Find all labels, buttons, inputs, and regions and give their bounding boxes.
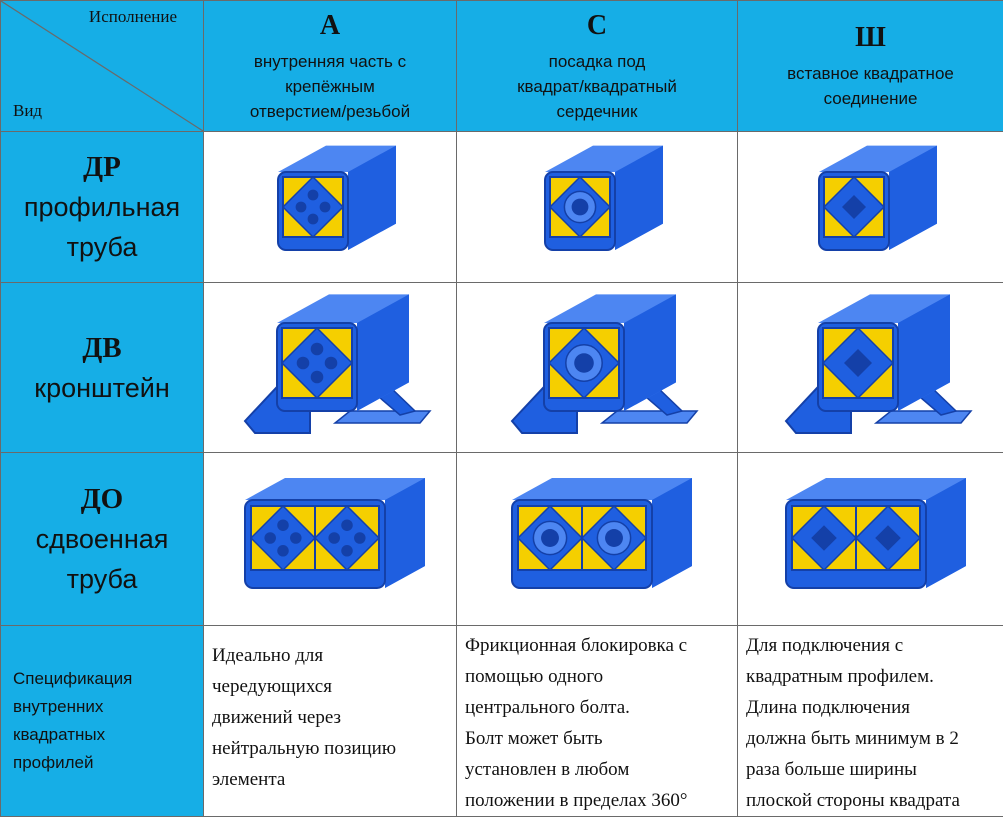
corner-label-view: Вид	[13, 101, 42, 121]
desc-line: отверстием/резьбой	[204, 99, 456, 124]
bolt-hole	[277, 519, 289, 531]
spec-label-line: Спецификация	[13, 665, 203, 693]
spec-line: Для подключения с	[746, 630, 995, 661]
bore-hole	[572, 199, 589, 216]
product-cell	[204, 132, 457, 283]
bolt-hole	[277, 545, 289, 557]
product-cell	[738, 283, 1003, 453]
bore-hole	[541, 529, 559, 547]
product-image	[487, 142, 707, 272]
spec-label-line: внутренних	[13, 693, 203, 721]
row-header-dv	[1, 283, 204, 453]
spec-line: плоской стороны квадрата	[746, 785, 995, 816]
spec-label-line: квадратных	[13, 721, 203, 749]
product-cell	[204, 283, 457, 453]
bolt-hole	[264, 532, 276, 544]
spec-cell-sh	[738, 626, 1003, 817]
spec-label-line: профилей	[13, 749, 203, 777]
bracket-foot	[602, 411, 697, 423]
spec-line: квадратным профилем.	[746, 661, 995, 692]
spec-line: Идеально для	[212, 640, 448, 671]
column-code: Ш	[738, 21, 1003, 55]
bracket-foot	[876, 411, 971, 423]
spec-line: Фрикционная блокировка с	[465, 630, 729, 661]
row-code: ДВ	[1, 328, 203, 368]
column-desc	[457, 49, 737, 124]
bolt-hole	[328, 532, 340, 544]
product-image	[756, 464, 986, 614]
product-cell	[457, 132, 738, 283]
bore-hole	[605, 529, 623, 547]
row-name-line: сдвоенная	[1, 519, 203, 559]
desc-line: вставное квадратное	[738, 61, 1003, 86]
row-code: ДО	[1, 479, 203, 519]
bracket-foot	[335, 411, 430, 423]
product-image	[482, 293, 712, 443]
product-cell	[738, 453, 1003, 626]
product-cell	[738, 132, 1003, 283]
desc-line: внутренняя часть с	[204, 49, 456, 74]
row-name-line: труба	[1, 559, 203, 599]
desc-line: посадка под	[457, 49, 737, 74]
bolt-hole	[290, 532, 302, 544]
product-image	[482, 464, 712, 614]
bolt-hole	[311, 342, 324, 355]
bolt-hole	[308, 190, 319, 201]
row-code: ДР	[1, 147, 203, 187]
row-header-dr	[1, 132, 204, 283]
bolt-hole	[308, 214, 319, 225]
row-name-line: кронштейн	[1, 368, 203, 408]
column-header-a	[204, 1, 457, 132]
spec-line: Болт может быть	[465, 723, 729, 754]
spec-line: элемента	[212, 764, 448, 795]
product-image	[756, 293, 986, 443]
spec-line: чередующихся	[212, 671, 448, 702]
spec-line: Длина подключения	[746, 692, 995, 723]
desc-line: крепёжным	[204, 74, 456, 99]
desc-line: соединение	[738, 86, 1003, 111]
spec-row-header	[1, 626, 204, 817]
product-image	[215, 464, 445, 614]
desc-line: сердечник	[457, 99, 737, 124]
column-code: C	[457, 9, 737, 43]
bolt-hole	[341, 519, 353, 531]
column-desc	[738, 61, 1003, 111]
bolt-hole	[296, 202, 307, 213]
bolt-hole	[341, 545, 353, 557]
desc-line: квадрат/квадратный	[457, 74, 737, 99]
spec-cell-a	[204, 626, 457, 817]
column-desc	[204, 49, 456, 124]
column-header-sh	[738, 1, 1003, 132]
corner-label-execution: Исполнение	[89, 7, 177, 27]
spec-line: положении в пределах 360°	[465, 785, 729, 816]
bolt-hole	[354, 532, 366, 544]
spec-cell-c	[457, 626, 738, 817]
spec-line: центрального болта.	[465, 692, 729, 723]
bolt-hole	[297, 356, 310, 369]
product-cell	[204, 453, 457, 626]
row-header-do	[1, 453, 204, 626]
column-code: A	[204, 9, 456, 43]
corner-header	[1, 1, 204, 132]
spec-line: раза больше ширины	[746, 754, 995, 785]
bolt-hole	[325, 356, 338, 369]
spec-line: установлен в любом	[465, 754, 729, 785]
product-image	[215, 293, 445, 443]
spec-line: нейтральную позицию	[212, 733, 448, 764]
spec-line: помощью одного	[465, 661, 729, 692]
bore-hole	[574, 353, 594, 373]
spec-line: движений через	[212, 702, 448, 733]
product-image	[761, 142, 981, 272]
row-name-line: труба	[1, 227, 203, 267]
product-cell	[457, 283, 738, 453]
product-image	[220, 142, 440, 272]
spec-line: должна быть минимум в 2	[746, 723, 995, 754]
bolt-hole	[320, 202, 331, 213]
column-header-c	[457, 1, 738, 132]
row-name-line: профильная	[1, 187, 203, 227]
product-cell	[457, 453, 738, 626]
bolt-hole	[311, 370, 324, 383]
